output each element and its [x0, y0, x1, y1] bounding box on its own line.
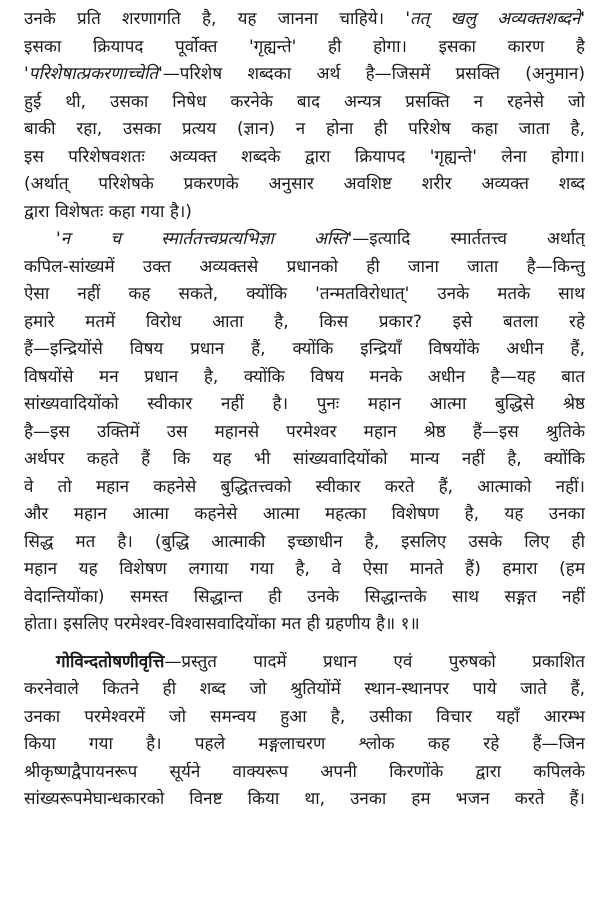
- text-line: [24, 336, 585, 364]
- text-line: [24, 254, 585, 282]
- text-run: —प्रस्तुत पादमें प्रधान एवं पुरुषको प्रकाशित: [164, 651, 585, 672]
- text-run: —परिशेष शब्दका अर्थ है—जिसमें प्रसक्ति (अनुमान): [162, 64, 585, 84]
- text-line: [24, 6, 585, 34]
- paragraph: [24, 649, 585, 814]
- text-run: ऐसा नहीं कह सकते, क्योंकि 'तन्मतविरोधात्' उनके मतके साथ: [24, 284, 585, 304]
- text-line: [24, 144, 585, 172]
- text-run: वेदान्तियोंका) समस्त सिद्धान्त ही उनके सिद्धान्तके साथ सङ्गत नहीं: [24, 586, 585, 607]
- paragraph: [24, 226, 585, 639]
- text-line: [24, 446, 585, 474]
- text-run: बाकी रहा, उसका प्रत्यय (ज्ञान) न होना ही परिशेष कहा जाता है,: [24, 119, 585, 139]
- text-line: [24, 419, 585, 447]
- text-line: [24, 611, 585, 639]
- text-line: [24, 281, 585, 309]
- text-run: है—इस उक्तिमें उस महानसे परमेश्वर महान श्रेष्ठ हैं—इस श्रुतिके: [24, 421, 585, 442]
- text-line: [24, 61, 585, 89]
- text-line: [24, 529, 585, 557]
- text-line: [24, 731, 585, 759]
- paragraph: [24, 6, 585, 226]
- paragraph-gap: [24, 639, 585, 649]
- text-run: —इत्यादि स्मार्ततत्त्व अर्थात्: [352, 229, 585, 249]
- text-line: [24, 199, 585, 227]
- text-run: महान यह विशेषण लगाया गया है, वे ऐसा मानते हैं) हमारा (हम: [24, 559, 585, 579]
- text-run: और महान आत्मा कहनेसे आत्मा महत्का विशेषण है, यह उनका: [24, 504, 585, 524]
- text-run: इस परिशेषवशतः अव्यक्त शब्दके द्वारा क्रियापद 'गृह्यन्ते' लेना होगा।: [24, 146, 585, 167]
- text-run: होता। इसलिए परमेश्वर-विश्वासवादियोंका मत ही ग्रहणीय है॥ १॥: [24, 614, 420, 634]
- text-line: [24, 786, 585, 814]
- text-run: विषयोंसे मन प्रधान है, क्योंकि विषय मनके अधीन है—यह बात: [24, 366, 585, 387]
- text-line: [24, 364, 585, 392]
- text-line: [24, 474, 585, 502]
- text-run: सांख्यवादियोंको स्वीकार नहीं है। पुनः महान आत्मा बुद्धिसे श्रेष्ठ: [24, 394, 585, 414]
- text-line: [24, 704, 585, 732]
- text-run: हैं—इन्द्रियोंसे विषय प्रधान हैं, क्योंकि इन्द्रियाँ विषयोंके अधीन हैं,: [24, 339, 585, 359]
- text-run: करनेवाले कितने ही शब्द जो श्रुतियोंमें स्थान-स्थानपर पाये जाते हैं,: [24, 679, 585, 699]
- text-run: कपिल-सांख्यमें उक्त अव्यक्तसे प्रधानको ही जाना जाता है—किन्तु: [24, 256, 585, 277]
- text-run: वे तो महान कहनेसे बुद्धितत्त्वको स्वीकार करते हैं, आत्माको नहीं।: [24, 476, 585, 497]
- text-line: [24, 501, 585, 529]
- text-line: [24, 556, 585, 584]
- text-run: हमारे मतमें विरोध आता है, किस प्रकार? इसे बतला रहे: [24, 311, 585, 332]
- text-run: सिद्ध मत है। (बुद्धि आत्माकी इच्छाधीन है, इसलिए उसके लिए ही: [24, 531, 585, 552]
- text-run: उनका परमेश्वरमें जो समन्वय हुआ है, उसीका विचार यहाँ आरम्भ: [24, 706, 585, 727]
- text-run: इसका क्रियापद पूर्वोक्त 'गृह्यन्ते' ही होगा। इसका कारण है: [24, 36, 585, 57]
- text-run: हुई थी, उसका निषेध करनेके बाद अन्यत्र प्रसक्ति न रहनेसे जो: [24, 91, 585, 112]
- text-line: [24, 649, 585, 677]
- text-run: श्रीकृष्णद्वैपायनरूप सूर्यने वाक्यरूप अपनी किरणोंके द्वारा कपिलके: [24, 761, 585, 782]
- text-line: [24, 759, 585, 787]
- text-line: [24, 584, 585, 612]
- text-run: किया गया है। पहले मङ्गलाचरण श्लोक कह रहे हैं—जिन: [24, 734, 585, 754]
- section-heading: गोविन्दतोषणीवृत्ति: [56, 651, 165, 672]
- text-run: सांख्यरूपमेघान्धकारको विनष्ट किया था, उनका हम भजन करते हैं।: [24, 789, 585, 809]
- quoted-term: 'तत् खलु अव्यक्तशब्दने': [405, 9, 585, 29]
- text-line: [24, 171, 585, 199]
- quoted-term: 'परिशेषात्प्रकरणाच्चेति': [24, 64, 163, 84]
- quoted-term: 'न च स्मार्ततत्त्वप्रत्यभिज्ञा अस्ति': [56, 229, 353, 249]
- text-line: [24, 89, 585, 117]
- text-line: [24, 676, 585, 704]
- text-line: [24, 116, 585, 144]
- text-line: [24, 34, 585, 62]
- text-run: (अर्थात् परिशेषके प्रकरणके अनुसार अवशिष्ट शरीर अव्यक्त शब्द: [24, 174, 585, 194]
- text-line: [24, 391, 585, 419]
- text-run: उनके प्रति शरणागति है, यह जानना चाहिये।: [24, 9, 406, 29]
- text-run: अर्थपर कहते हैं कि यह भी सांख्यवादियोंको मान्य नहीं है, क्योंकि: [24, 449, 585, 469]
- text-line: [24, 309, 585, 337]
- text-line: [24, 226, 585, 254]
- text-run: द्वारा विशेषतः कहा गया है।): [24, 201, 192, 222]
